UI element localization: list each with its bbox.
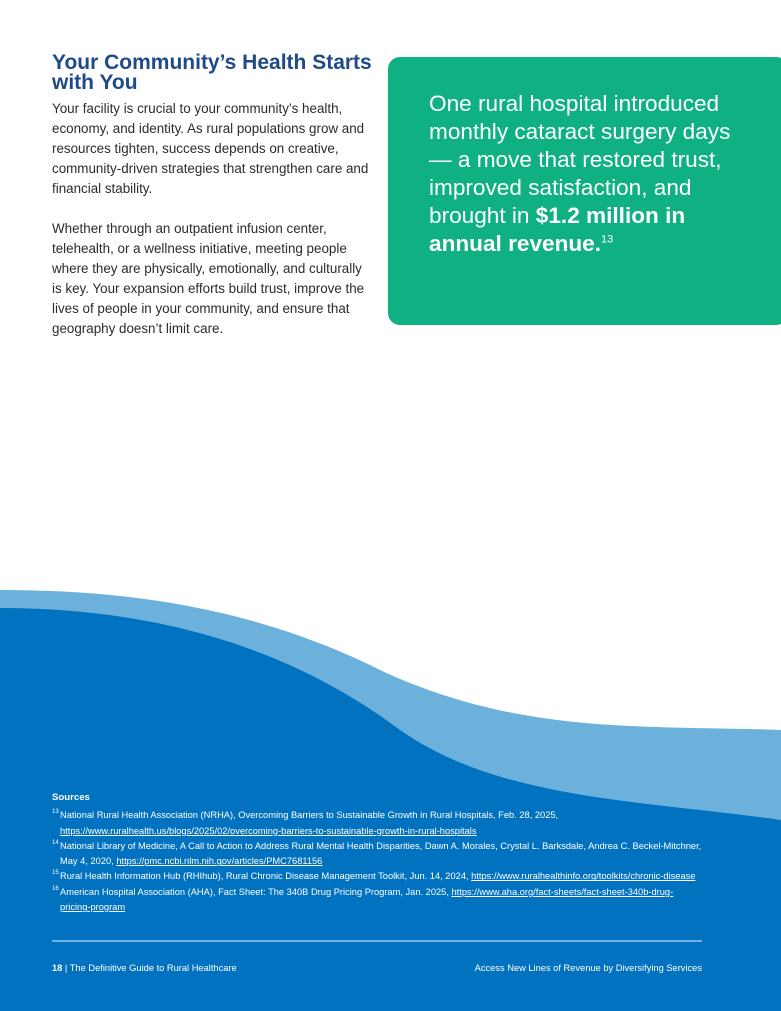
source-item: [52, 839, 702, 870]
callout-footnote: 13: [601, 233, 614, 246]
callout-text: [429, 90, 739, 258]
source-number: 16: [52, 885, 59, 892]
source-number: 13: [52, 809, 59, 816]
sources-title: Sources: [52, 792, 90, 803]
source-item: [52, 808, 702, 839]
page-footer: [52, 963, 702, 973]
sources-section: [52, 790, 702, 915]
expansion-paragraph: Whether through an outpatient infusion center, telehealth, or a wellness initiative, meeting people where they are physically, emotionally, and culturally is key. Your expansion efforts build trust, improve the lives of people in your community, and ensure that geography doesn’t limit care.: [52, 221, 365, 336]
callout-body: One rural hospital introduced monthly cataract surgery days — a move that restored trust, improved satisfaction, and brought in: [429, 91, 731, 228]
source-text: National Rural Health Association (NRHA), Overcoming Barriers to Sustainable Growth in Rural Hospitals, Feb. 28, 2025,: [60, 810, 559, 821]
source-link[interactable]: https://www.ruralhealthinfo.org/toolkits/chronic-disease: [471, 871, 696, 882]
source-link[interactable]: https://www.ruralhealth.us/blogs/2025/02/overcoming-barriers-to-sustainable-growth-in-rural-hospitals: [60, 825, 477, 836]
section-title: Access New Lines of Revenue by Diversifying Services: [474, 963, 702, 973]
page-heading: Your Community’s Health Starts with You: [52, 51, 372, 94]
page-number: 18: [52, 963, 63, 973]
callout-box: [388, 57, 781, 325]
guide-title: | The Definitive Guide to Rural Healthcare: [62, 963, 237, 973]
footer-left: [52, 963, 237, 973]
callout-highlight: $1.2 million in annual revenue.: [429, 203, 686, 256]
source-text: American Hospital Association (AHA), Fact Sheet: The 340B Drug Pricing Program, Jan. 2025,: [60, 886, 452, 897]
footer-divider: [52, 940, 702, 942]
source-link[interactable]: https://pmc.ncbi.nlm.nih.gov/articles/PMC7681156: [116, 856, 323, 867]
source-item: [52, 869, 702, 884]
source-text: Rural Health Information Hub (RHIhub), Rural Chronic Disease Management Toolkit, Jun. 14, 2024,: [60, 871, 472, 882]
source-number: 15: [52, 870, 59, 877]
intro-paragraph: Your facility is crucial to your community’s health, economy, and identity. As rural populations grow and resources tighten, success depends on creative, community-driven strategies that strengthen care and financial stability.: [52, 101, 369, 196]
source-link[interactable]: https://www.aha.org/fact-sheets/fact-sheet-340b-drug-pricing-program: [60, 886, 674, 913]
source-item: [52, 885, 702, 916]
source-number: 14: [52, 839, 59, 846]
source-text: National Library of Medicine, A Call to Action to Address Rural Mental Health Disparities, Dawn A. Morales, Crystal L. Barksdale, Andrea C. Beckel-Mitchner, May 4, 2020,: [60, 840, 702, 867]
